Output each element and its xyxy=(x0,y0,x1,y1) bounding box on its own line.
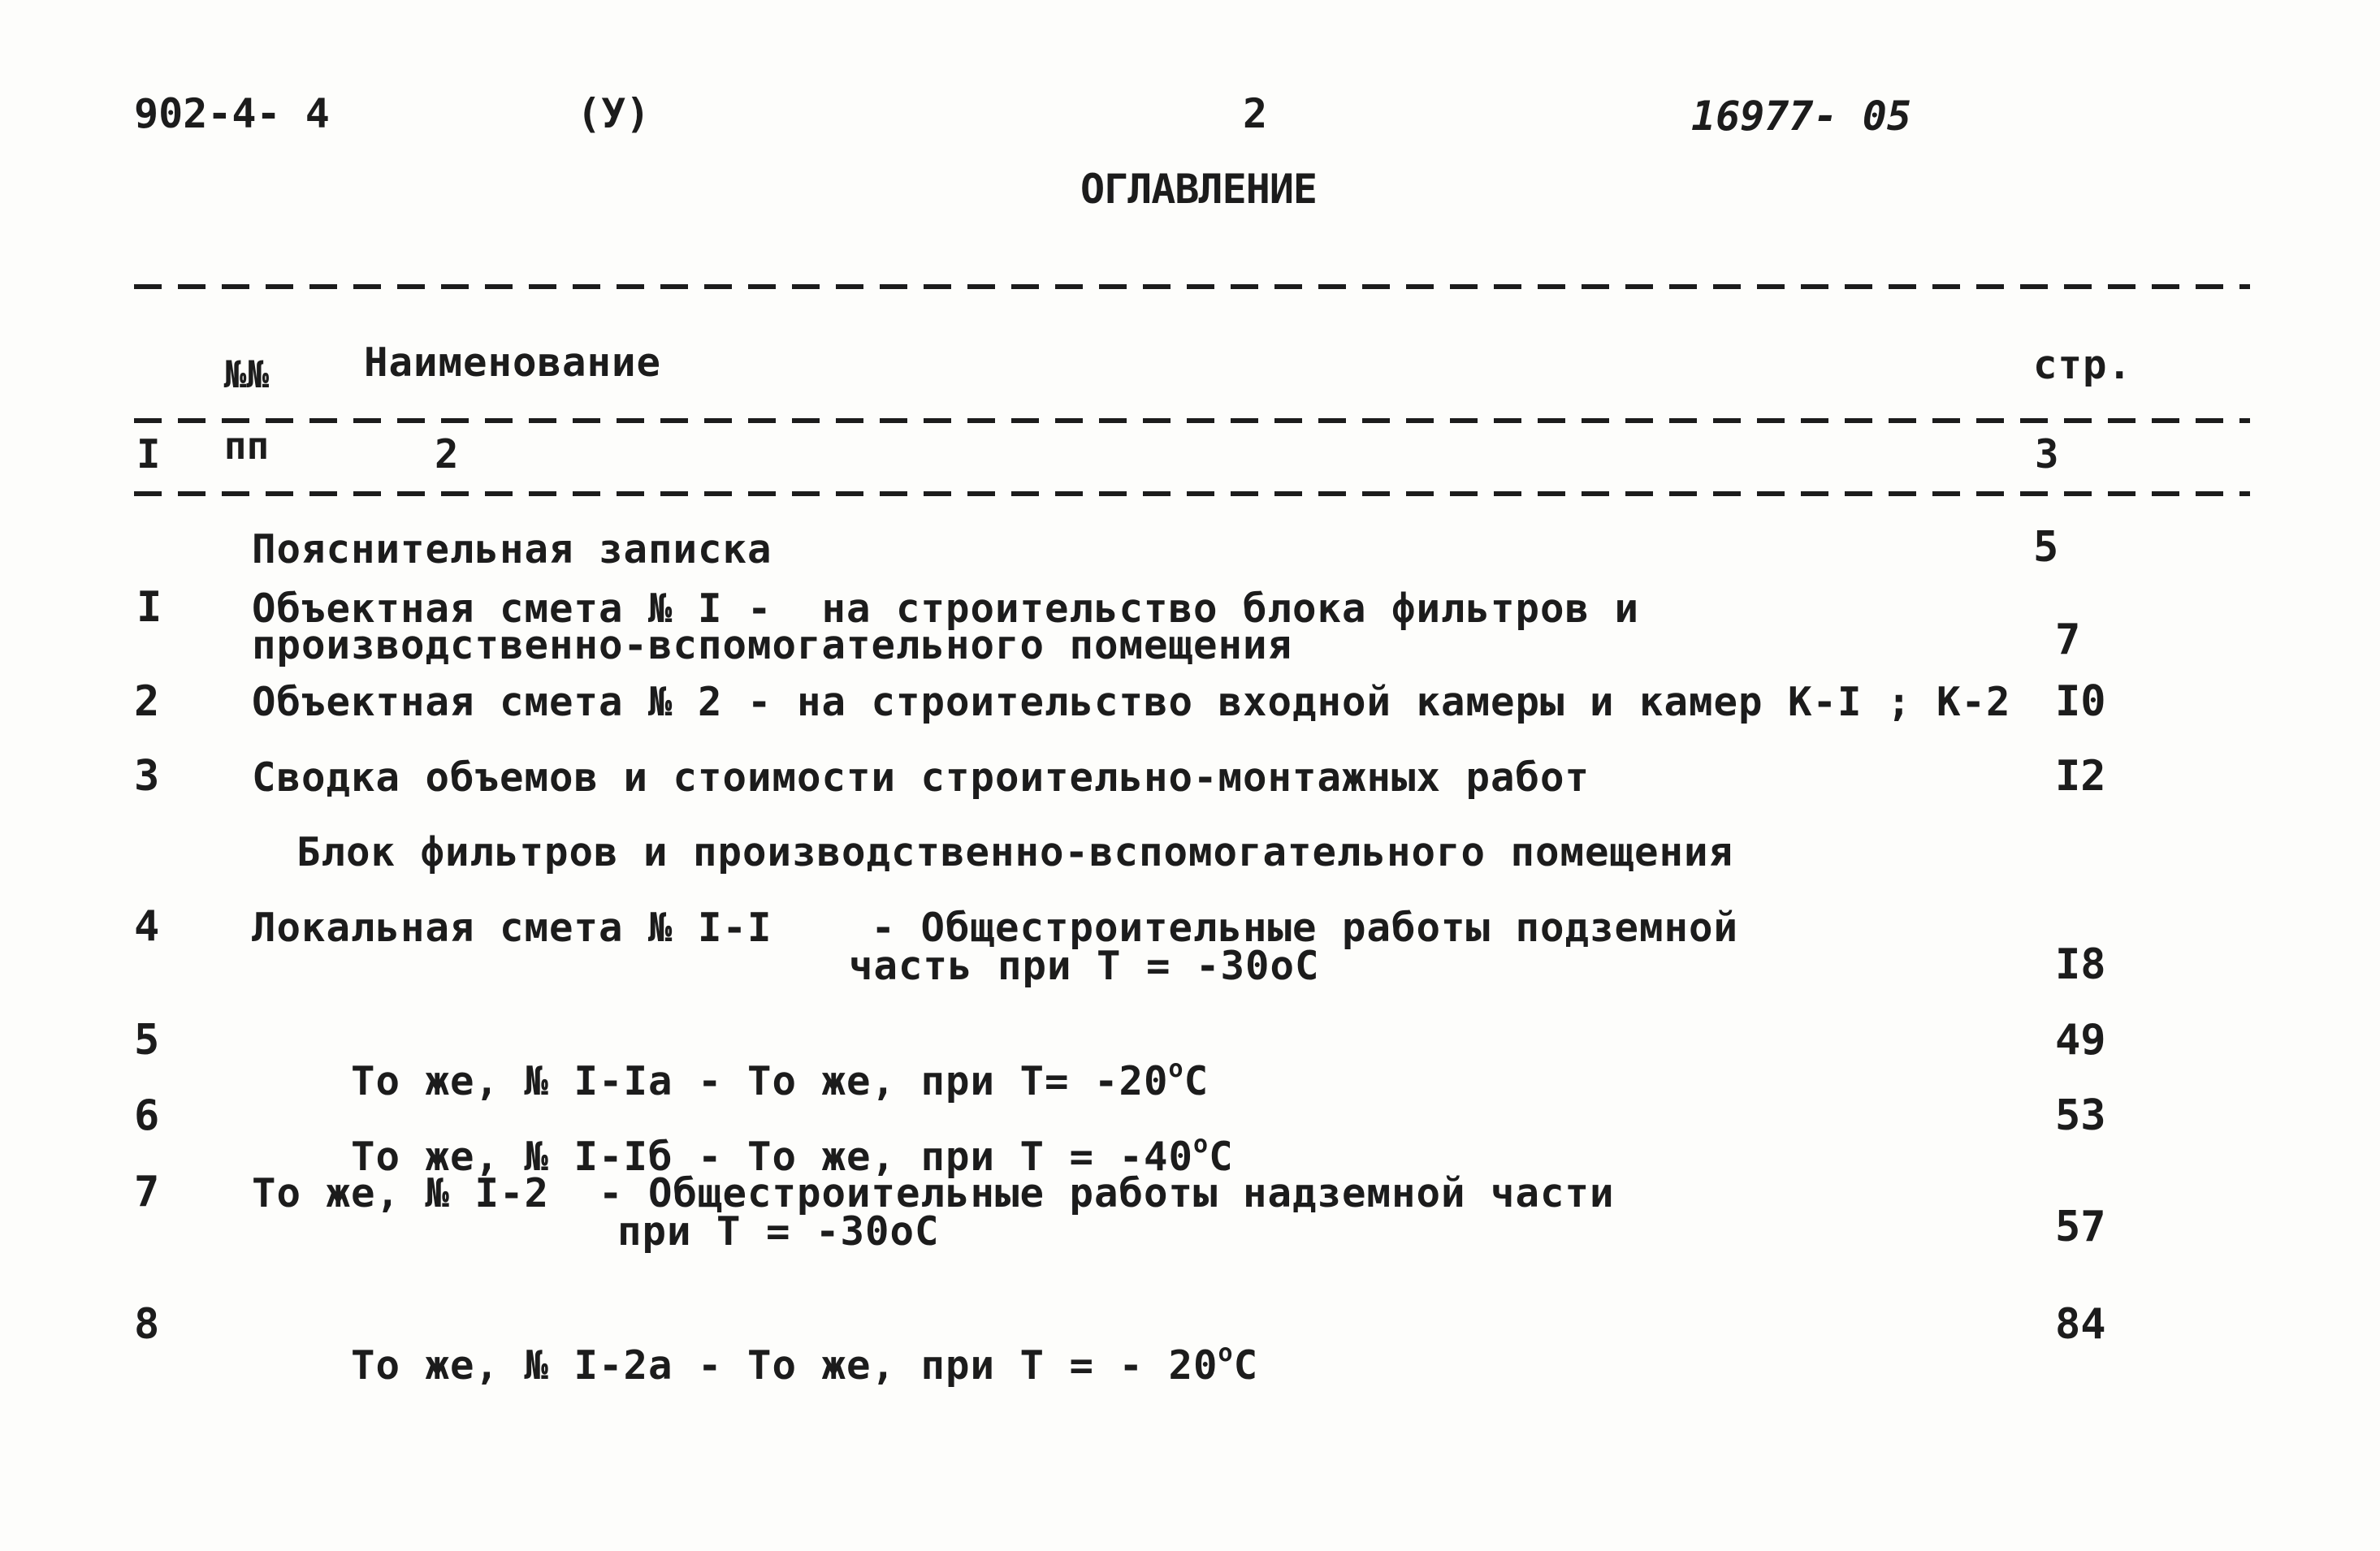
column-page-label: стр. xyxy=(2033,342,2133,388)
column-name-label: Наименование xyxy=(364,339,662,386)
page-number: 2 xyxy=(1243,90,1268,137)
entry-number: 6 xyxy=(134,1091,160,1140)
entry-text: Пояснительная записка xyxy=(252,526,772,572)
table-rule-middle xyxy=(134,418,2250,423)
entry-text-unit: С xyxy=(1209,1134,1234,1180)
column-number-label-bottom: пп xyxy=(223,424,270,468)
entry-number: 8 xyxy=(134,1300,160,1349)
degree-mark: о xyxy=(1168,1055,1184,1083)
entry-text-continued: производственно-вспомогательного помещения xyxy=(252,622,1293,668)
entry-text: Объектная смета № 2 - на строительство входной камеры и камер К-I ; К-2 xyxy=(252,679,2011,725)
entry-text-continued: при Т = -30оС xyxy=(617,1208,940,1255)
entry-number: 5 xyxy=(134,1016,160,1065)
document-number: 16977- 05 xyxy=(1691,93,1911,140)
entry-page: I2 xyxy=(2055,752,2106,801)
entry-number: I xyxy=(136,583,162,632)
column-number-label-top: №№ xyxy=(223,352,270,396)
entry-text: Сводка объемов и стоимости строительно-монтажных работ xyxy=(252,754,1590,801)
entry-text: Локальная смета № I-I - Общестроительные работы подземной xyxy=(252,905,1739,951)
entry-page: I0 xyxy=(2055,677,2106,726)
entry-number: 7 xyxy=(134,1168,160,1216)
section-heading: Блок фильтров и производственно-вспомогательного помещения xyxy=(296,829,1734,875)
entry-page: I8 xyxy=(2055,940,2106,989)
entry-number: 2 xyxy=(134,677,160,726)
entry-page: 84 xyxy=(2055,1300,2106,1349)
entry-page: 53 xyxy=(2055,1091,2106,1140)
page-title: ОГЛАВЛЕНИЕ xyxy=(1080,166,1318,213)
entry-page: 57 xyxy=(2055,1203,2106,1251)
entry-text-unit: С xyxy=(1184,1058,1209,1104)
entry-number: 3 xyxy=(134,752,160,801)
entry-text: Объектная смета № I - на строительство блока фильтров и xyxy=(252,585,1640,632)
document-mark: (У) xyxy=(577,90,651,137)
entry-text-main: То же, № I-2а - То же, при Т = - 20 xyxy=(351,1342,1218,1389)
entry-text: То же, № I-2 - Общестроительные работы надземной части xyxy=(252,1170,1615,1216)
degree-mark: о xyxy=(1218,1339,1234,1367)
index-cell-2: 2 xyxy=(435,431,460,477)
index-cell-1: I xyxy=(136,431,162,477)
entry-page: 7 xyxy=(2055,616,2081,664)
entry-text-unit: С xyxy=(1233,1342,1259,1389)
entry-page: 5 xyxy=(2033,523,2059,572)
series-code: 902-4- 4 xyxy=(134,90,330,137)
entry-page: 49 xyxy=(2055,1016,2106,1065)
entry-text-main: То же, № I-Iб - То же, при Т = -40 xyxy=(351,1134,1194,1180)
table-rule-top xyxy=(134,284,2250,289)
entry-text-main: То же, № I-Iа - То же, при Т= -20 xyxy=(351,1058,1169,1104)
entry-text-continued: часть при Т = -30оС xyxy=(849,943,1320,989)
table-rule-bottom xyxy=(134,491,2250,496)
entry-number: 4 xyxy=(134,902,160,951)
index-cell-3: 3 xyxy=(2035,431,2060,477)
degree-mark: о xyxy=(1193,1130,1209,1159)
entry-text xyxy=(252,1306,1258,1425)
